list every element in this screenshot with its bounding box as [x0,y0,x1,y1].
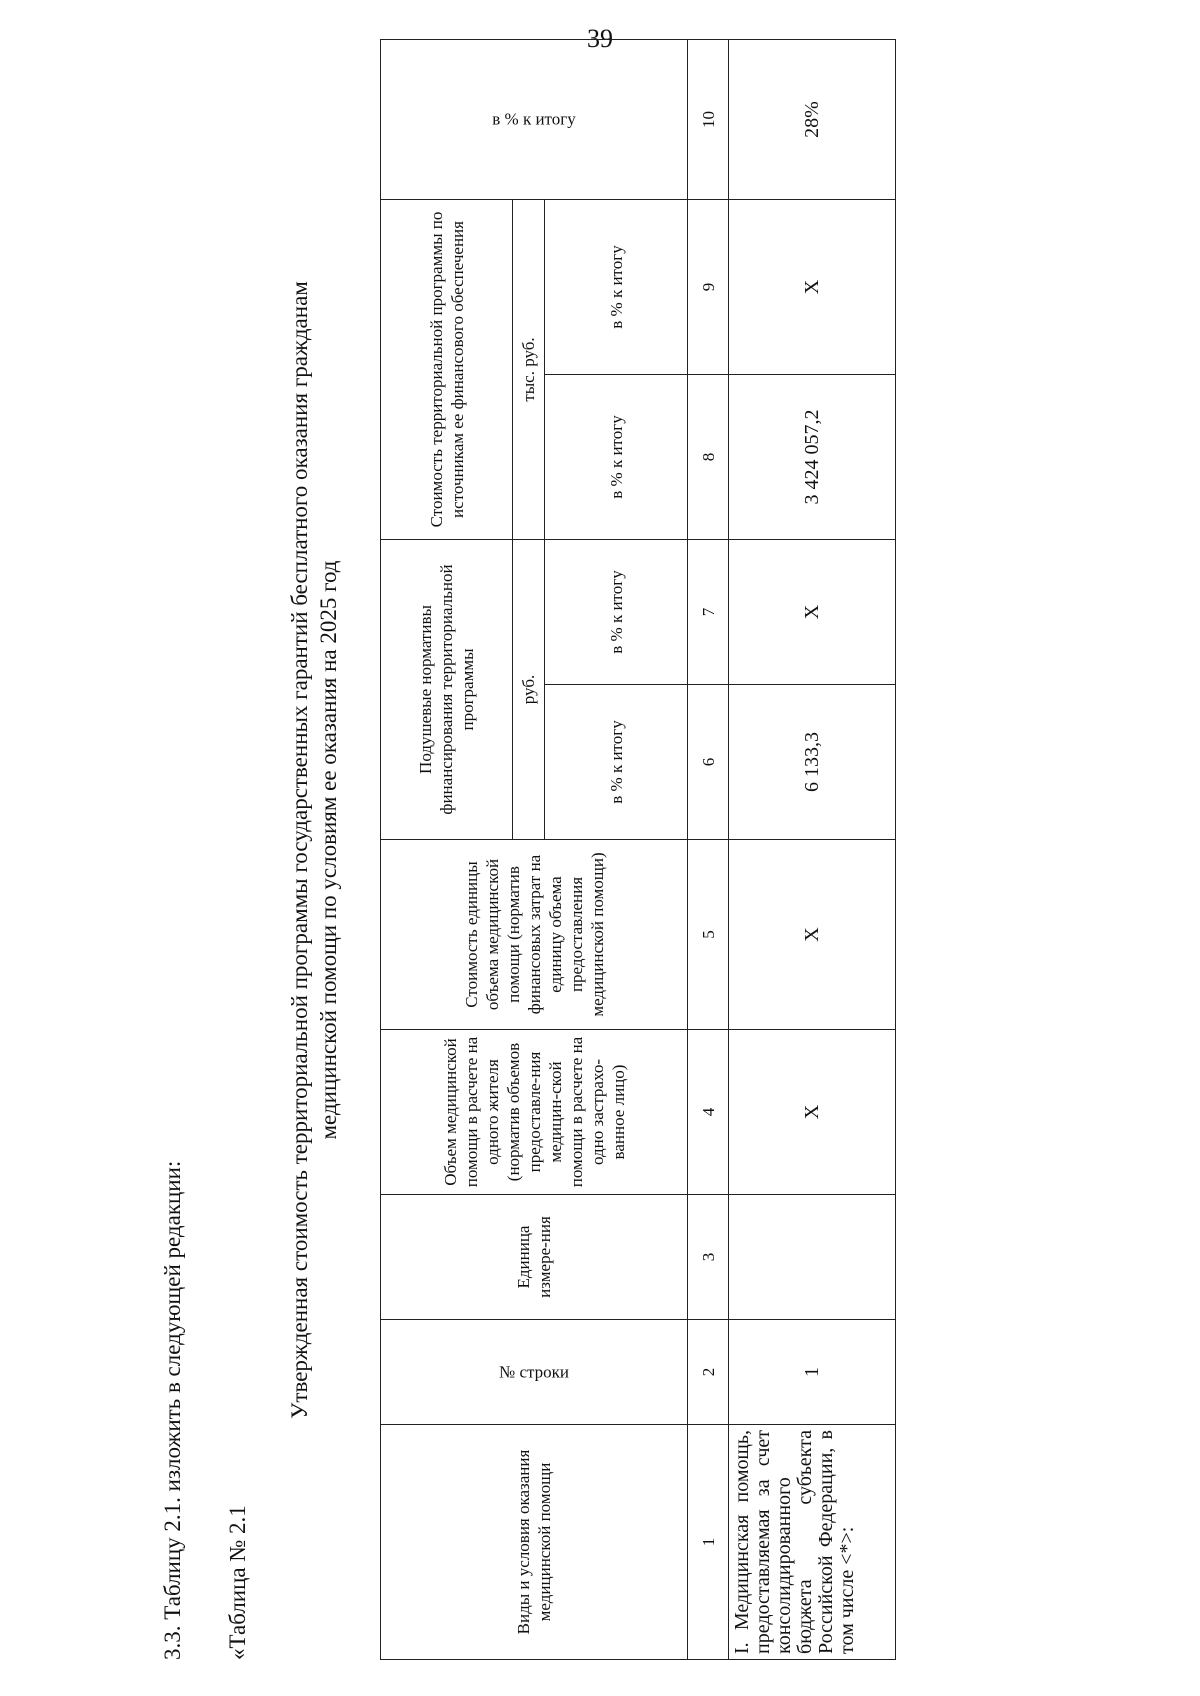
column-number: 7 [688,539,729,684]
column-number: 10 [688,39,729,199]
column-number: 2 [688,1320,729,1425]
cost-table [380,39,896,1660]
row-total-pct: 28% [729,39,896,199]
column-number: 9 [688,199,729,374]
column-number: 3 [688,1195,729,1320]
header-row-1 [381,39,513,1659]
row-cost-pct: X [729,199,896,374]
header-volume: Объем медицинской помощи в расчете на одного жителя (норматив объемов предоставле-ния медицин-ской помощи в расчете на одно застрахо-ванное лицо) [381,1030,688,1195]
row-per-capita-pct: X [729,539,896,684]
intro-line: 3.3. Таблицу 2.1. изложить в следующей редакции: [160,1160,185,1660]
header-line-no: № строки [381,1320,688,1425]
header-unit-thousand-rub: тыс. руб. [513,199,545,539]
column-number-row [688,39,729,1659]
header-kinds: Виды и условия оказания медицинской помощи [381,1425,688,1660]
column-number: 6 [688,685,729,840]
header-total-pct: в % к итогу [381,39,688,199]
row-cost-thousand: 3 424 057,2 [729,374,896,539]
row-line-no: 1 [729,1320,896,1425]
header-per-capita-group: Подушевые нормативы финансирования территориальной программы [381,539,513,839]
header-unit-rub: руб. [513,539,545,839]
header-cost-group: Стоимость территориальной программы по источникам ее финансового обеспечения [381,199,513,539]
header-cost-pct: в % к итогу [545,374,688,539]
row-volume: X [729,1030,896,1195]
row-name: I. Медицинская помощь, предоставляемая за счет консолидированного бюджета субъекта Российской Федерации, в том числе <*>: [729,1425,896,1660]
column-number: 8 [688,374,729,539]
table-title-line-2: медицинской помощи по условиям ее оказания на 2025 год [316,560,341,1140]
rotated-content [70,40,1200,1660]
table-title-line-1: Утвержденная стоимость территориальной программы государственных гарантий бесплатного оказания гражданам [287,281,312,1419]
table-row [729,39,896,1659]
row-unit-cost: X [729,840,896,1030]
row-unit [729,1195,896,1320]
column-number: 5 [688,840,729,1030]
header-cost-pct-2: в % к итогу [545,199,688,374]
header-per-capita-pct-2: в % к итогу [545,539,688,684]
column-number: 1 [688,1425,729,1660]
row-per-capita: 6 133,3 [729,685,896,840]
table-title [285,40,343,1660]
header-unit-cost: Стоимость единицы объема медицинской помощи (норматив финансовых затрат на единицу объема предоставления медицинской помощи) [381,840,688,1030]
column-number: 4 [688,1030,729,1195]
header-per-capita-pct: в % к итогу [545,685,688,840]
table-label: «Таблица № 2.1 [225,1505,250,1660]
header-unit: Единица измере-ния [381,1195,688,1320]
page-number: 39 [587,24,613,53]
